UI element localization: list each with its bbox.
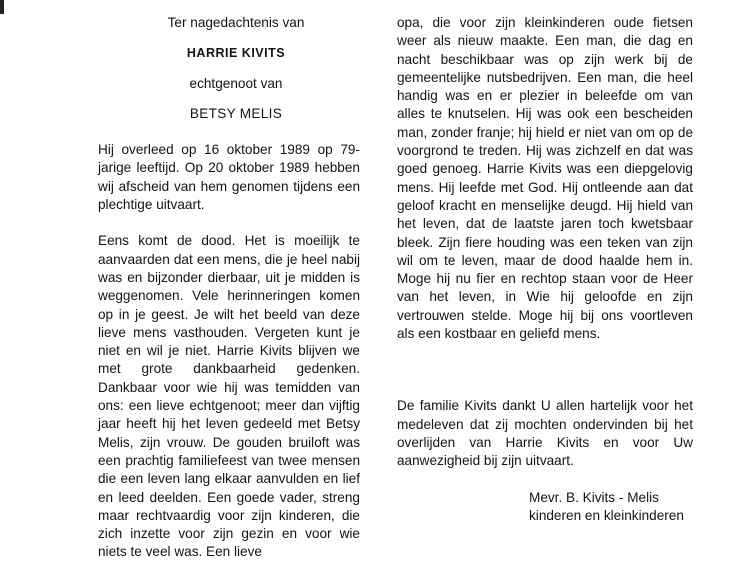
signature-line-2: kinderen en kleinkinderen — [529, 507, 684, 523]
spouse-intro: echtgenoot van — [189, 75, 283, 91]
signature-line-1: Mevr. B. Kivits - Melis — [529, 489, 659, 505]
left-column — [98, 14, 360, 562]
death-notice-paragraph: Hij overleed op 16 oktober 1989 op 79-jarige leeftijd. Op 20 oktober 1989 hebben wij afscheid van hem genomen tijdens een plechtige uitvaart. — [98, 142, 360, 213]
scan-edge-mark — [0, 0, 4, 14]
signature-block — [529, 489, 693, 526]
spouse-name: BETSY MELIS — [189, 105, 283, 121]
life-text-right-paragraph: opa, die voor zijn kleinkinderen oude fietsen weer als nieuw maakte. Een man, die dag en nacht beschikbaar was op zijn werk bij de gemeentelijke nutsbedrijven. Een man, die heel handig was en er plezier in beleefde om van alles te knutselen. Hij was ook een bescheiden man, zonder franje; hij hield er niet van om op de voorgrond te treden. Hij was zichzelf en dat was goed genoeg. Harrie Kivits was een diepgelovig mens. Hij leefde met God. Hij ontleende aan dat geloof kracht en menselijke deugd. Hij hield van het leven, dat de laatste jaren toch kwetsbaar bleek. Zijn fiere houding was een teken van zijn wil om te leven, maar de dood haalde hem in. Moge hij nu fier en rechtop staan voor de Heer van het leven, in Wie hij geloofde en zijn vertrouwen stelde. Moge hij bij ons voortleven als een kostbaar en geliefd mens. — [397, 15, 693, 342]
life-text-left-paragraph: Eens komt de dood. Het is moeilijk te aanvaarden dat een mens, die je heel nabij was en bijzonder dierbaar, uit je midden is weggenomen. Vele herinneringen komen op in je geest. Je wilt het beeld van deze lieve mens vasthouden. Vergeten kunt je niet en wil je niet. Harrie Kivits blijven we met grote dankbaarheid gedenken. Dankbaar voor wie hij was temidden van ons: een lieve echtgenoot; meer dan vijftig jaar heeft hij het leven gedeeld met Betsy Melis, zijn vrouw. De gouden bruiloft was een prachtig familiefeest van twee mensen die een leven lang elkaar aanvulden en lief en leed deelden. Een goede vader, streng maar rechtvaardig voor zijn kinderen, die zich inzette voor zijn gezin en voor wie niets te veel was. Een lieve — [98, 233, 360, 560]
memorial-intro: Ter nagedachtenis van — [167, 15, 305, 30]
thanks-paragraph: De familie Kivits dankt U allen hartelijk voor het medeleven dat zij mochten ondervinden bij het overlijden van Harrie Kivits en voor Uw aanwezigheid bij zijn uitvaart. — [397, 398, 693, 469]
right-column — [397, 14, 693, 525]
deceased-name: HARRIE KIVITS — [186, 46, 286, 61]
